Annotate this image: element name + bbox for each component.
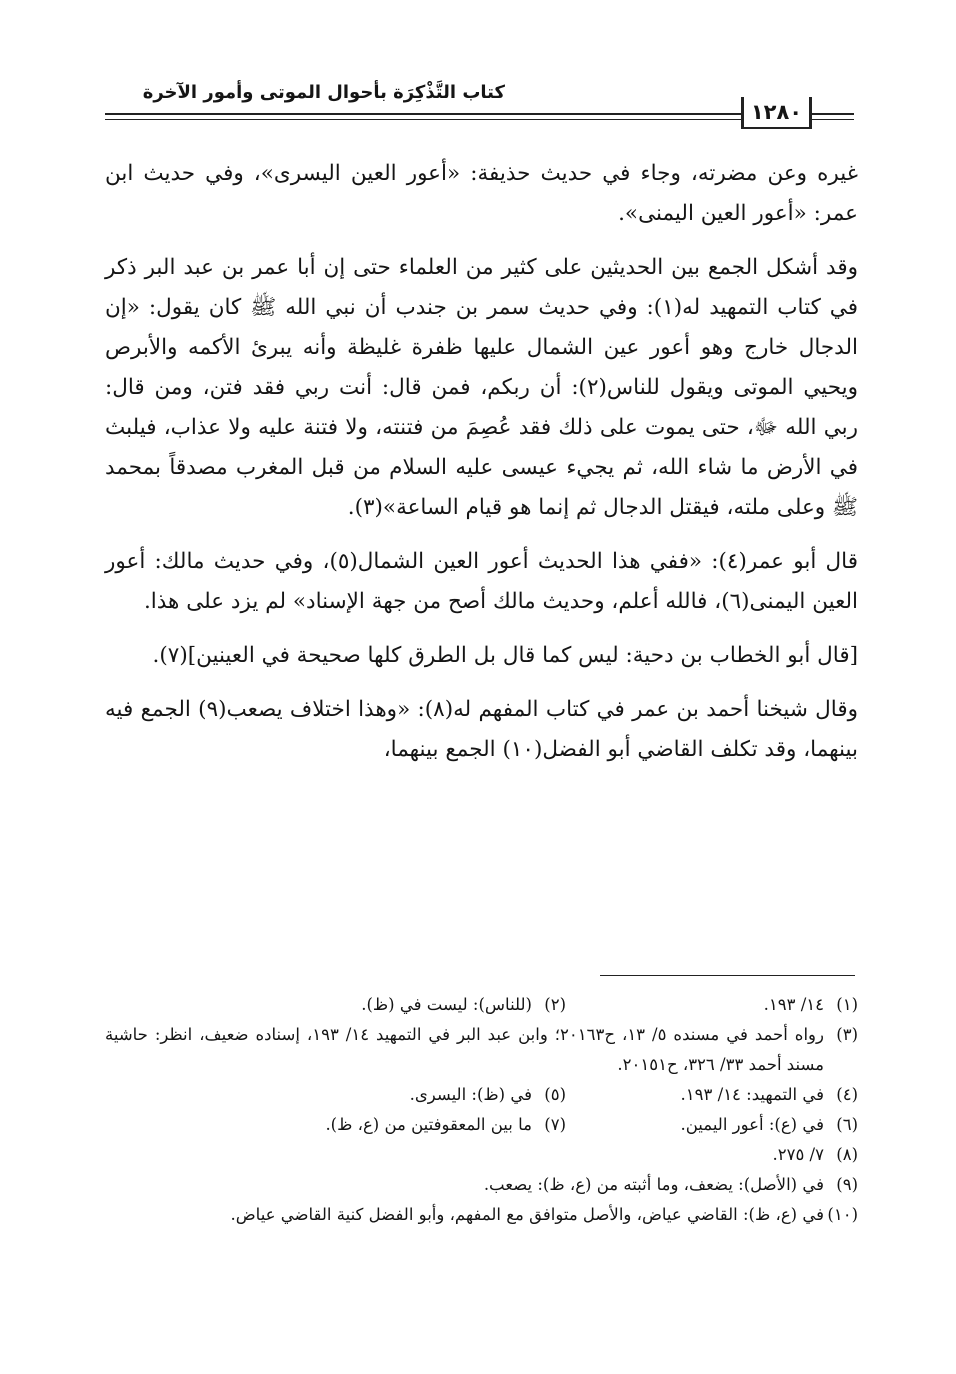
footnote-text: (للناس): ليست في (ظ). — [361, 995, 532, 1014]
footnote-row — [105, 1110, 858, 1140]
footnote-number: (٧) — [544, 1115, 566, 1134]
footnote-text: ٧/ ٢٧٥. — [772, 1145, 824, 1164]
footnote-number: (٩) — [836, 1175, 858, 1194]
footnote-row — [105, 1140, 858, 1170]
footnote — [325, 1110, 566, 1140]
paragraph: غيره وعن مضرته، وجاء في حديث حذيفة: «أعور العين اليسرى»، وفي حديث ابن عمر: «أعور العين اليمنى». — [105, 161, 858, 226]
paragraph: وقد أشكل الجمع بين الحديثين على كثير من العلماء حتى إن أبا عمر بن عبد البر ذكر في كتاب التمهيد له(١): وفي حديث سمر بن جندب أن نبي الله ﷺ كان يقول: «إن الدجال خارج وهو أعور عين الشمال عليها ظفرة غليظة وأنه يبرئ الأكمه والأبرص ويحيي الموتى ويقول للناس(٢): أن ربكم، فمن قال: أنت ربي فقد فتن، ومن قال: ربي الله ﷻ، حتى يموت على ذلك فقد عُصِمَ من فتنته، ولا فتنة عليه ولا عذاب، فيلبث في الأرض ما شاء الله، ثم يجيء عيسى عليه السلام من قبل المغرب مصدقاً بمحمد ﷺ وعلى ملته، فيقتل الدجال ثم إنما هو قيام الساعة»(٣). — [105, 255, 858, 520]
footnote-number: (٢) — [544, 995, 566, 1014]
footnote — [105, 1020, 858, 1080]
footnote-number: (٨) — [836, 1145, 858, 1164]
footnote — [566, 1110, 858, 1140]
footnote-number: (١) — [836, 995, 858, 1014]
footnote — [566, 990, 858, 1020]
footnote-text: في التمهيد: ١٤/ ١٩٣. — [680, 1085, 824, 1104]
footnote — [361, 990, 566, 1020]
header-rule — [105, 113, 741, 115]
footnote-text: في (الأصل): يضعف، وما أثبته من (ع، ظ): يصعب. — [483, 1175, 824, 1194]
header-rule-thin — [105, 119, 741, 120]
footnote-number: (١٠) — [827, 1205, 858, 1224]
paragraph: وقال شيخنا أحمد بن عمر في كتاب المفهم له(٨): «وهذا اختلاف يصعب(٩) الجمع فيه بينهما، وقد تكلف القاضي أبو الفضل(١٠) الجمع بينهما، — [105, 697, 859, 762]
footnote-text: ما بين المعقوفتين من (ع، ظ). — [325, 1115, 532, 1134]
footnote-row — [105, 1170, 858, 1200]
main-text — [105, 154, 858, 770]
footnote-number: (٤) — [836, 1085, 858, 1104]
footnote-row — [105, 1200, 858, 1230]
footnote-row — [105, 990, 858, 1020]
footnote-text: رواه أحمد في مسنده ٥/ ١٣، ح٢٠١٦٣؛ وابن عبد البر في التمهيد ١٤/ ١٩٣، إسناده ضعيف، انظر: حاشية مسند أحمد ٣٣/ ٣٢٦، ح٢٠١٥١. — [105, 1025, 824, 1074]
footnotes — [105, 990, 858, 1230]
footnote — [105, 1140, 858, 1170]
footnote-number: (٥) — [544, 1085, 566, 1104]
paragraph: قال أبو عمر(٤): «ففي هذا الحديث أعور العين الشمال(٥)، وفي حديث مالك: أعور العين اليمنى(٦)، فالله أعلم، وحديث مالك أصح من جهة الإسناد» لم يزد على هذا. — [105, 549, 858, 614]
footnote-text: في (ظ): اليسرى. — [409, 1085, 532, 1104]
footnote-row — [105, 1020, 858, 1080]
footnote — [105, 1200, 858, 1230]
page-number-rule-thin — [810, 119, 854, 120]
footnote — [105, 1170, 858, 1200]
page-number-rule — [810, 113, 854, 115]
footnote-number: (٣) — [836, 1025, 858, 1044]
footnote — [410, 1080, 566, 1110]
page-number: ١٢٨٠ — [741, 97, 812, 129]
footnote-number: (٦) — [836, 1115, 858, 1134]
footnote-text: ١٤/ ١٩٣. — [763, 995, 824, 1014]
running-title: كتاب التَّذْكِرَة بأحوال الموتى وأمور الآخرة — [142, 82, 505, 103]
footnote-text: في (ع): أعور اليمين. — [680, 1115, 824, 1134]
footnote-separator — [600, 975, 855, 976]
footnote-text: في (ع، ظ): القاضي عياض، والأصل متوافق مع المفهم، وأبو الفضل كنية القاضي عياض. — [230, 1205, 824, 1224]
footnote — [566, 1080, 858, 1110]
footnote-row — [105, 1080, 858, 1110]
paragraph: [قال أبو الخطاب بن دحية: ليس كما قال بل الطرق كلها صحيحة في العينين](٧). — [152, 643, 858, 668]
